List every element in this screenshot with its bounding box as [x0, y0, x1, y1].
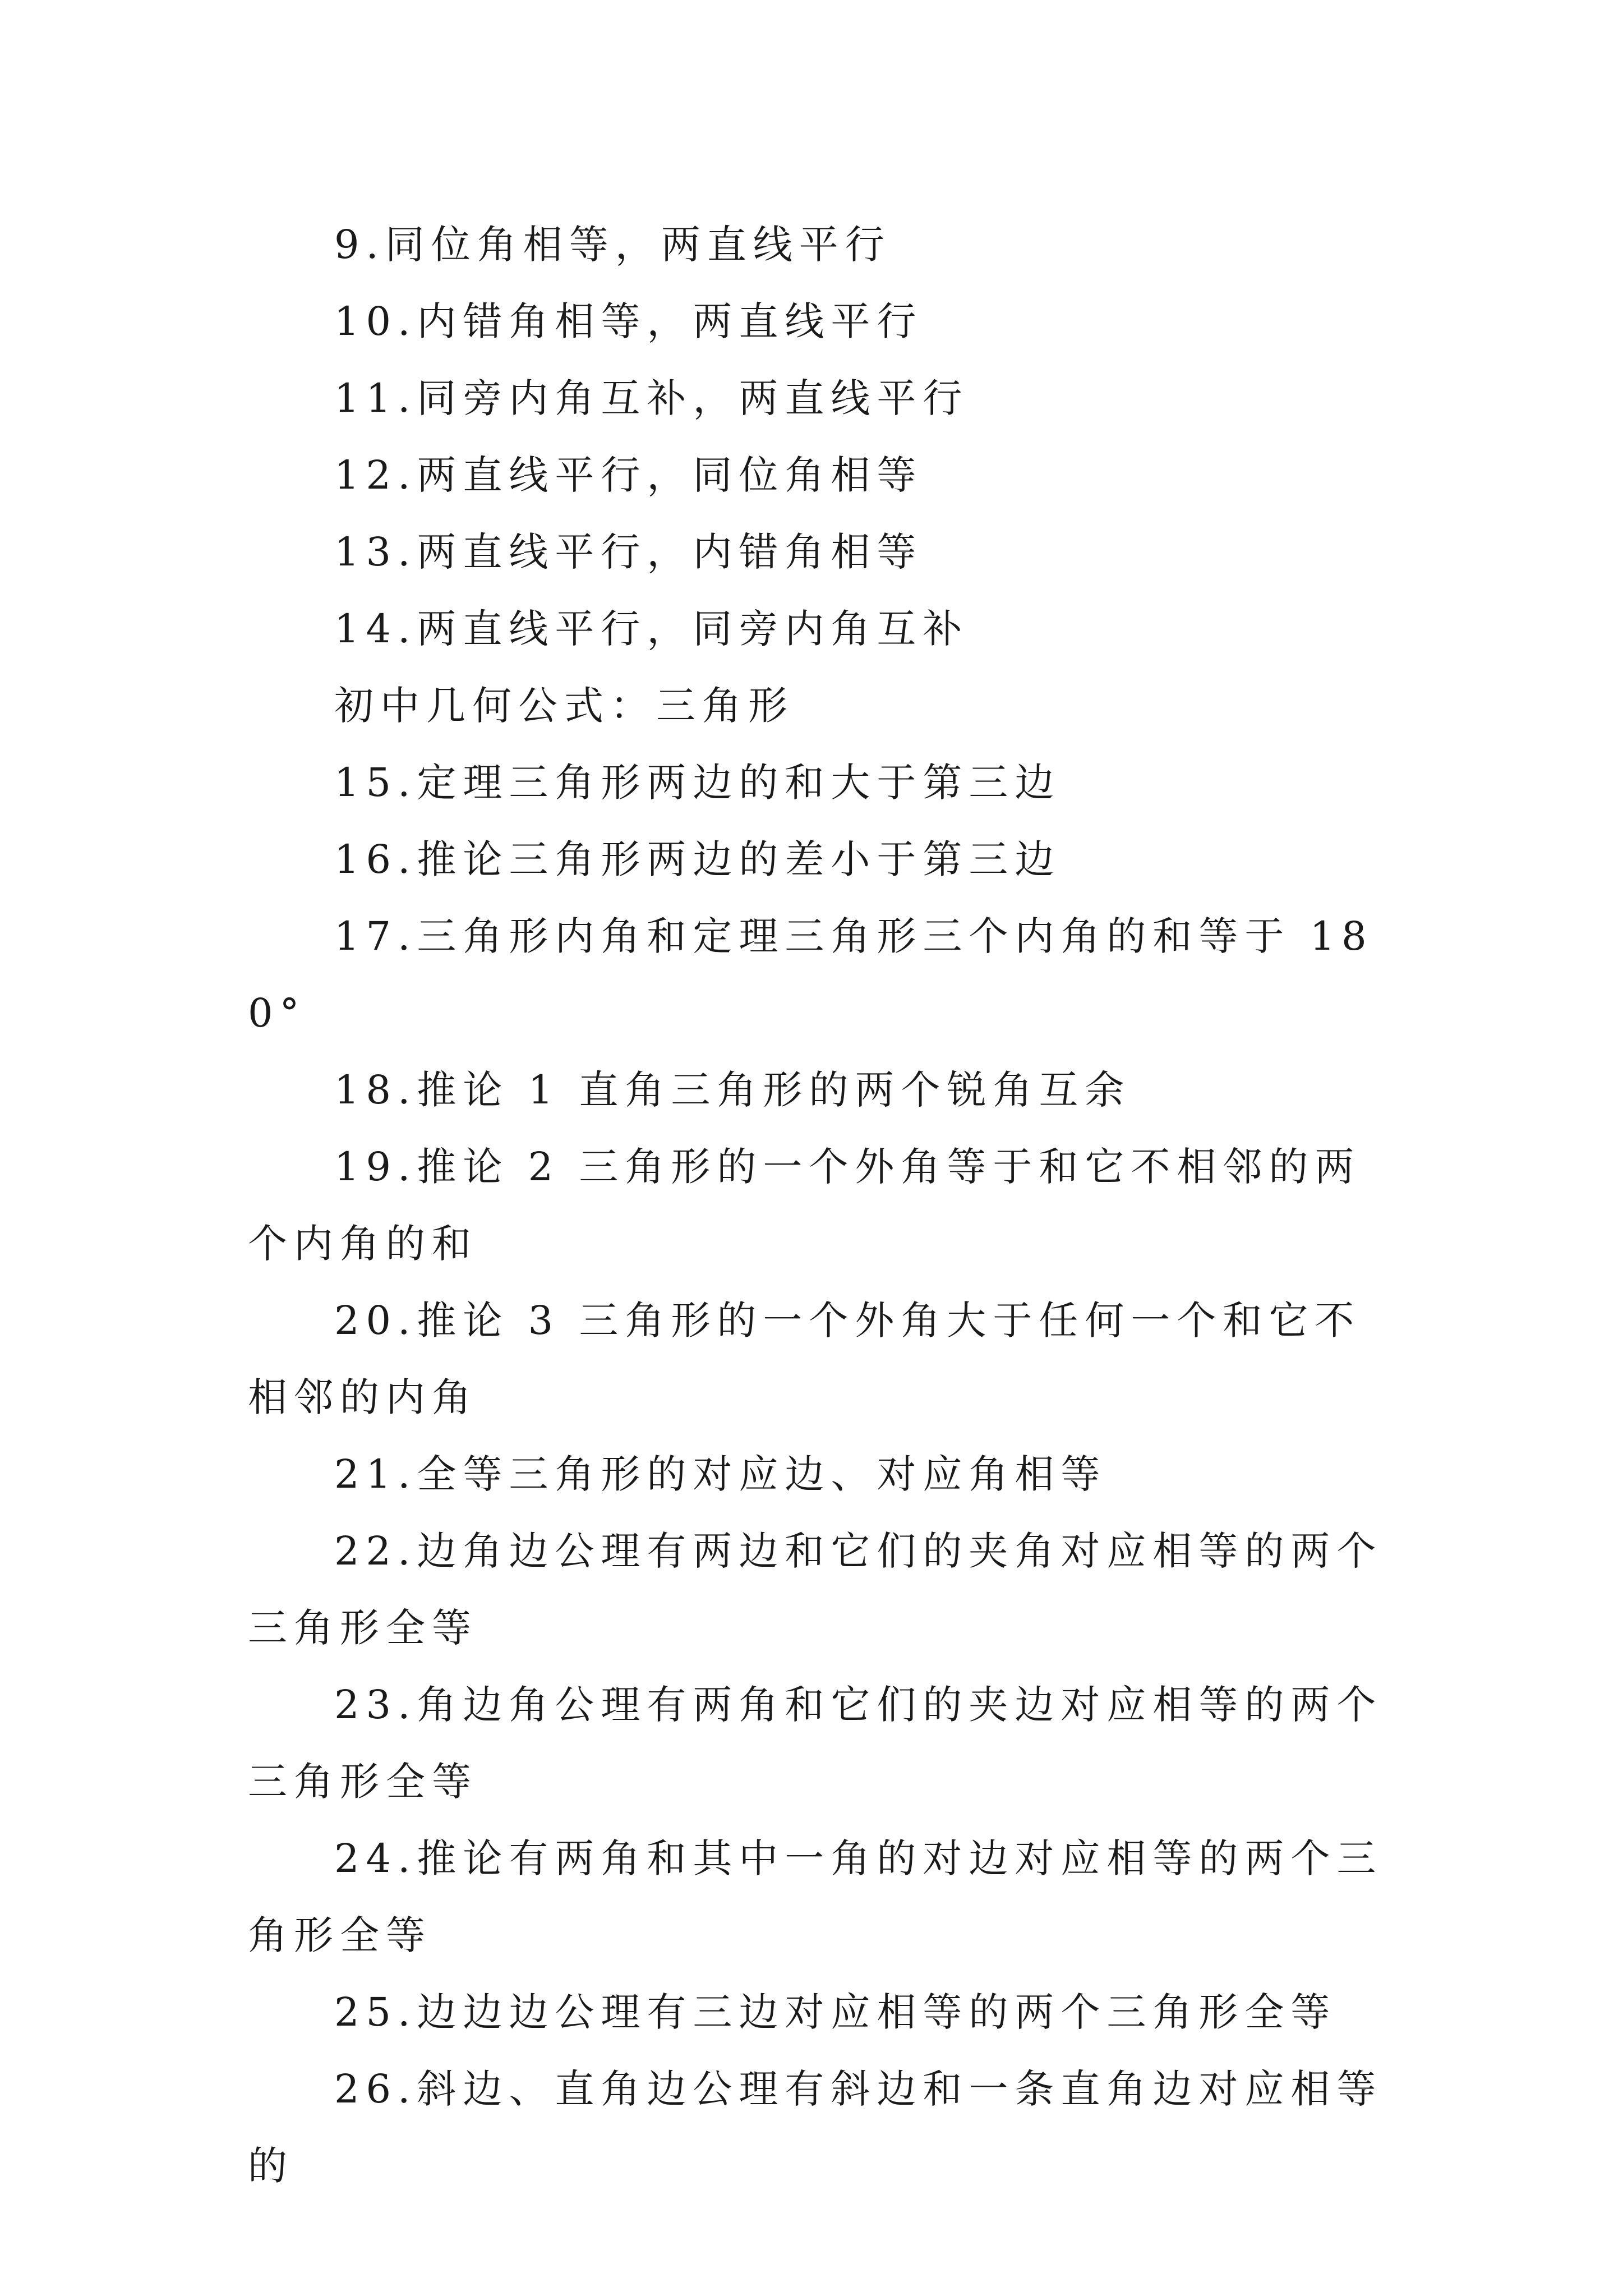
- paragraph: 10.内错角相等，两直线平行: [334, 298, 923, 344]
- paragraph: 9.同位角相等，两直线平行: [334, 222, 891, 268]
- paragraph: 19.推论 2 三角形的一个外角等于和它不相邻的两个内角的和: [248, 1144, 1361, 1267]
- paragraph: 12.两直线平行，同位角相等: [334, 452, 923, 498]
- paragraph: 24.推论有两角和其中一角的对边对应相等的两个三角形全等: [248, 1835, 1383, 1958]
- paragraph: 21.全等三角形的对应边、对应角相等: [334, 1451, 1107, 1497]
- section-heading: 初中几何公式：三角形: [334, 683, 794, 729]
- paragraph: 13.两直线平行，内错角相等: [334, 529, 923, 575]
- paragraph: 25.边边边公理有三边对应相等的两个三角形全等: [334, 1989, 1337, 2035]
- paragraph: 15.定理三角形两边的和大于第三边: [334, 760, 1061, 806]
- document-body: [248, 206, 1386, 2205]
- paragraph: 16.推论三角形两边的差小于第三边: [334, 836, 1061, 882]
- paragraph: 20.推论 3 三角形的一个外角大于任何一个和它不相邻的内角: [248, 1297, 1361, 1420]
- paragraph: 22.边角边公理有两边和它们的夹角对应相等的两个三角形全等: [248, 1528, 1383, 1651]
- paragraph: 18.推论 1 直角三角形的两个锐角互余: [334, 1067, 1131, 1113]
- paragraph: 17.三角形内角和定理三角形三个内角的和等于 180°: [248, 913, 1373, 1036]
- paragraph: 14.两直线平行，同旁内角互补: [334, 606, 969, 652]
- paragraph: 11.同旁内角互补，两直线平行: [334, 375, 969, 421]
- paragraph: 26.斜边、直角边公理有斜边和一条直角边对应相等的: [248, 2066, 1383, 2189]
- paragraph: 23.角边角公理有两角和它们的夹边对应相等的两个三角形全等: [248, 1682, 1383, 1805]
